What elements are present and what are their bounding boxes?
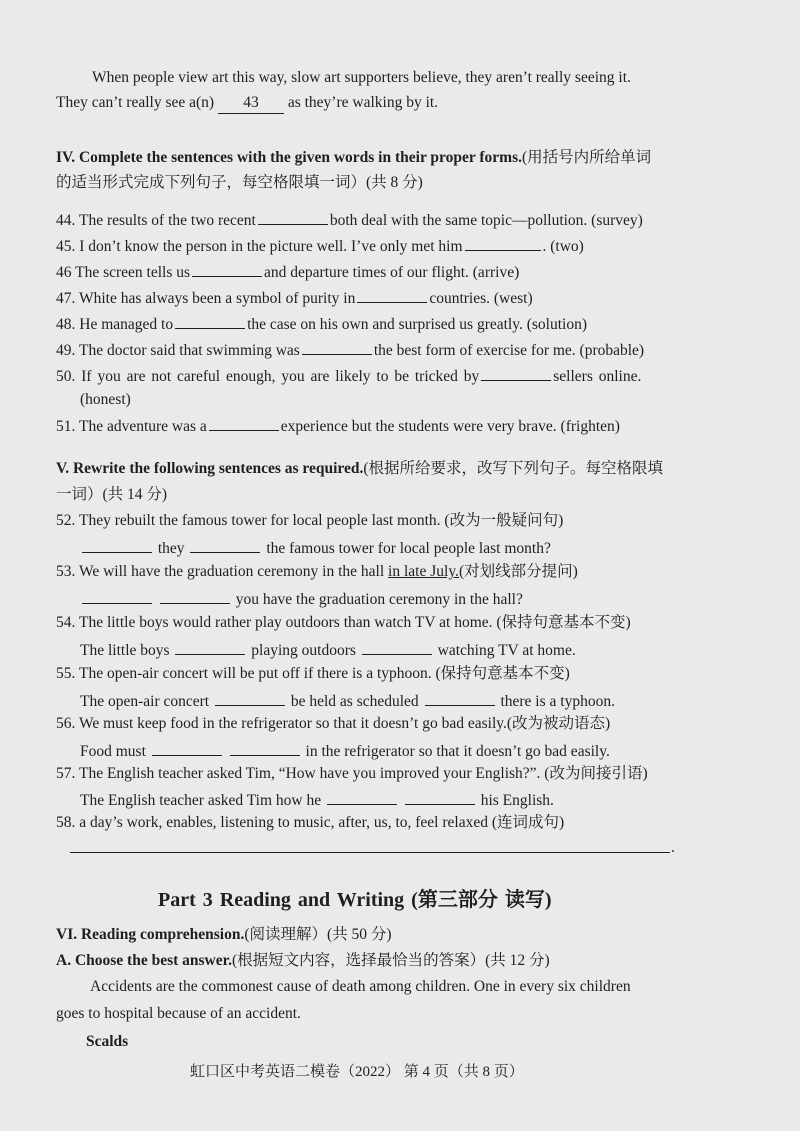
section5-heading-cont: 一词）(共 14 分) [56, 486, 168, 503]
answer-53: you have the graduation ceremony in the hall? [80, 588, 523, 610]
answer-blank[interactable] [152, 740, 222, 756]
reading-para-line-1: Accidents are the commonest cause of death among children. One in every six children [90, 978, 631, 995]
question-50: 50. If you are not careful enough, you are likely to be tricked by sellers online. [56, 365, 641, 387]
section5-heading: V. Rewrite the following sentences as required.(根据所给要求，改写下列句子。每空格限填 [56, 460, 664, 477]
answer-blank[interactable] [192, 261, 262, 277]
reading-subhead: Scalds [86, 1033, 129, 1050]
blank-43: 43 [218, 93, 284, 114]
answer-blank[interactable] [209, 415, 279, 431]
answer-blank[interactable] [230, 740, 300, 756]
passage-line-2: They can’t really see a(n) 43 as they’re walking by it. [56, 93, 438, 114]
answer-52: they the famous tower for local people last month? [80, 537, 551, 559]
answer-57: The English teacher asked Tim how he his English. [80, 789, 554, 811]
answer-blank[interactable] [481, 365, 551, 381]
underlined-phrase: in late July. [388, 563, 459, 580]
answer-blank[interactable] [82, 537, 152, 553]
question-44: 44. The results of the two recent both deal with the same topic—pollution. (survey) [56, 209, 643, 231]
question-57: 57. The English teacher asked Tim, “How have you improved your English?”. (改为间接引语) [56, 765, 648, 782]
question-52: 52. They rebuilt the famous tower for local people last month. (改为一般疑问句) [56, 512, 564, 529]
answer-line-58[interactable] [70, 852, 670, 853]
answer-blank[interactable] [425, 690, 495, 706]
question-50-cont: (honest) [80, 391, 131, 408]
answer-blank[interactable] [175, 313, 245, 329]
answer-55: The open-air concert be held as scheduled there is a typhoon. [80, 690, 615, 712]
answer-56: Food must in the refrigerator so that it doesn’t go bad easily. [80, 740, 610, 762]
section6-sub-a: A. Choose the best answer.(根据短文内容，选择最恰当的答案）(共 12 分) [56, 952, 550, 969]
reading-para-line-2: goes to hospital because of an accident. [56, 1005, 301, 1022]
part3-title: Part 3 Reading and Writing (第三部分 读写) [158, 889, 552, 911]
question-49: 49. The doctor said that swimming was the best form of exercise for me. (probable) [56, 339, 644, 361]
question-45: 45. I don’t know the person in the picture well. I’ve only met him . (two) [56, 235, 584, 257]
answer-blank[interactable] [160, 588, 230, 604]
answer-blank[interactable] [190, 537, 260, 553]
answer-blank[interactable] [405, 789, 475, 805]
question-46: 46 The screen tells us and departure times of our flight. (arrive) [56, 261, 519, 283]
answer-blank[interactable] [175, 639, 245, 655]
question-47: 47. White has always been a symbol of purity in countries. (west) [56, 287, 533, 309]
answer-54: The little boys playing outdoors watching TV at home. [80, 639, 576, 661]
question-51: 51. The adventure was a experience but the students were very brave. (frighten) [56, 415, 620, 437]
question-53: 53. We will have the graduation ceremony in the hall in late July.(对划线部分提问) [56, 563, 578, 580]
question-55: 55. The open-air concert will be put off if there is a typhoon. (保持句意基本不变) [56, 665, 570, 682]
question-58: 58. a day’s work, enables, listening to music, after, us, to, feel relaxed (连词成句) [56, 814, 565, 831]
answer-line-end: . [671, 839, 675, 856]
page-footer: 虹口区中考英语二模卷（2022） 第 4 页（共 8 页） [190, 1064, 524, 1080]
answer-blank[interactable] [82, 588, 152, 604]
answer-blank[interactable] [215, 690, 285, 706]
section6-heading: VI. Reading comprehension.(阅读理解）(共 50 分) [56, 926, 392, 943]
question-56: 56. We must keep food in the refrigerator so that it doesn’t go bad easily.(改为被动语态) [56, 715, 611, 732]
answer-blank[interactable] [465, 235, 541, 251]
question-54: 54. The little boys would rather play outdoors than watch TV at home. (保持句意基本不变) [56, 614, 631, 631]
answer-blank[interactable] [357, 287, 427, 303]
question-48: 48. He managed to the case on his own and surprised us greatly. (solution) [56, 313, 587, 335]
answer-blank[interactable] [362, 639, 432, 655]
answer-blank[interactable] [302, 339, 372, 355]
answer-blank[interactable] [327, 789, 397, 805]
answer-blank[interactable] [258, 209, 328, 225]
passage-line-1: When people view art this way, slow art supporters believe, they aren’t really seeing it. [92, 69, 631, 86]
section4-heading: IV. Complete the sentences with the given words in their proper forms.(用括号内所给单词 [56, 149, 652, 166]
section4-heading-cont: 的适当形式完成下列句子，每空格限填一词）(共 8 分) [56, 174, 423, 191]
